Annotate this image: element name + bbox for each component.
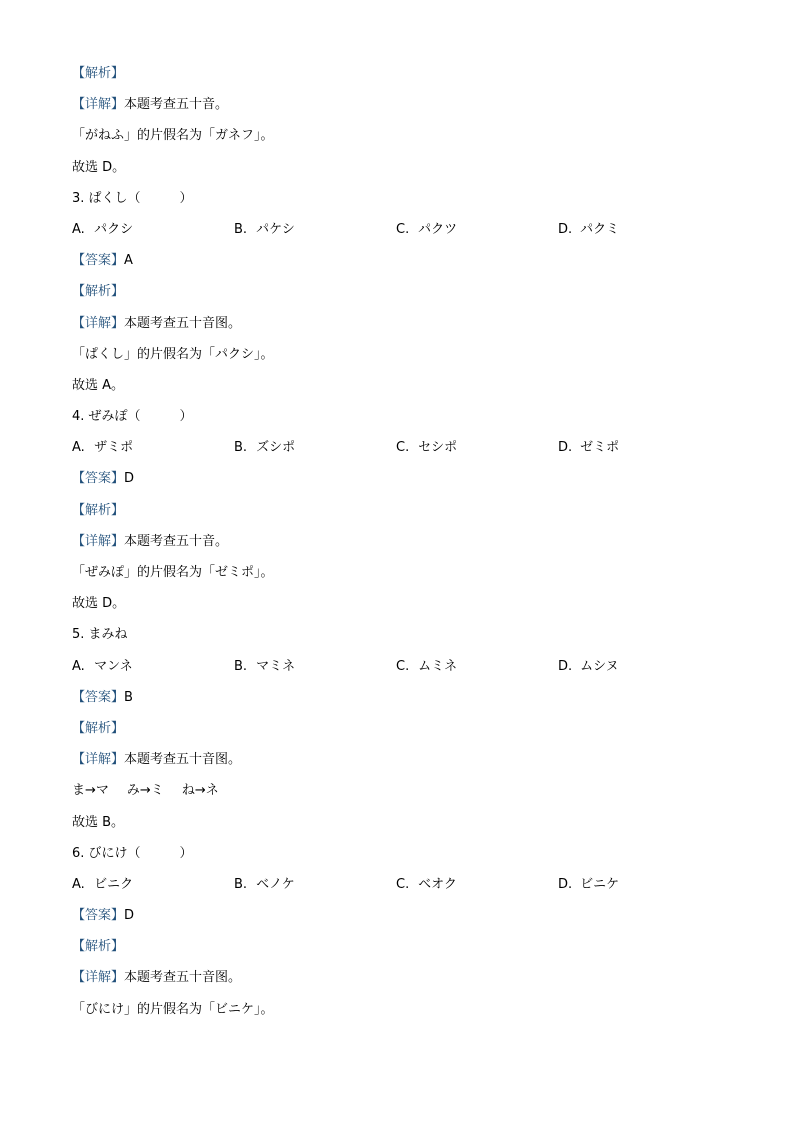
answer-line xyxy=(72,900,732,931)
answer-value: B xyxy=(124,689,133,705)
option-d: D. パクミ xyxy=(558,221,620,237)
answer-value: D xyxy=(124,908,135,924)
selection-line: 故选 D。 xyxy=(72,159,126,175)
option-c: C. ベオク xyxy=(396,876,457,892)
explanation-line: 「びにけ」的片假名为「ビニケ」。 xyxy=(72,1001,274,1017)
detail-tag: 【详解】 xyxy=(72,752,125,768)
answer-tag: 【答案】 xyxy=(72,471,125,487)
analysis-heading: 【解析】 xyxy=(72,284,125,300)
question-4: 4. ぜみぽ（ ） xyxy=(72,409,193,425)
analysis-heading: 【解析】 xyxy=(72,66,125,81)
answer-line xyxy=(72,463,732,494)
analysis-heading: 【解析】 xyxy=(72,939,125,955)
detail-text: 本题考查五十音。 xyxy=(124,533,229,549)
kana-mapping: ね→ネ xyxy=(181,783,219,799)
answer-tag: 【答案】 xyxy=(72,253,125,269)
option-c: C. ムミネ xyxy=(396,658,458,674)
option-c: C. パクツ xyxy=(396,221,458,237)
question-5: 5. まみね xyxy=(72,627,128,643)
analysis-heading: 【解析】 xyxy=(72,502,125,518)
option-b: B. パケシ xyxy=(234,221,295,237)
detail-tag: 【详解】 xyxy=(72,970,125,986)
selection-line: 故选 D。 xyxy=(72,596,126,612)
answer-line xyxy=(72,245,732,276)
explanation-line: 「ぜみぽ」的片假名为「ゼミポ」。 xyxy=(72,565,274,580)
option-a: A. ザミポ xyxy=(72,440,134,456)
detail-line xyxy=(72,744,732,775)
option-c: C. セシポ xyxy=(396,440,458,456)
option-b: B. マミネ xyxy=(234,658,296,674)
detail-text: 本题考查五十音图。 xyxy=(124,970,242,986)
document-page xyxy=(72,58,732,1025)
option-d: D. ビニケ xyxy=(558,876,620,892)
detail-tag: 【详解】 xyxy=(72,533,125,549)
detail-text: 本题考查五十音。 xyxy=(124,97,229,113)
question-5-options xyxy=(72,651,732,682)
detail-line xyxy=(72,526,732,557)
option-b: B. ズシポ xyxy=(234,440,296,456)
option-d: D. ゼミポ xyxy=(558,440,620,456)
question-3: 3. ぱくし（ ） xyxy=(72,190,193,206)
option-b: B. ベノケ xyxy=(234,876,295,892)
kana-mapping: ま→マ xyxy=(72,783,109,799)
option-d: D. ムシヌ xyxy=(558,658,619,674)
kana-mapping: み→ミ xyxy=(126,783,164,799)
detail-line xyxy=(72,308,732,339)
detail-line xyxy=(72,89,732,120)
answer-line xyxy=(72,682,732,713)
detail-tag: 【详解】 xyxy=(72,315,125,331)
option-a: A. マンネ xyxy=(72,658,133,674)
question-4-options xyxy=(72,432,732,463)
option-a: A. パクシ xyxy=(72,221,134,237)
option-a: A. ビニク xyxy=(72,876,134,892)
detail-text: 本题考查五十音图。 xyxy=(124,315,242,331)
selection-line: 故选 B。 xyxy=(72,814,125,830)
detail-text: 本题考查五十音图。 xyxy=(124,752,242,768)
explanation-line: 「がねふ」的片假名为「ガネフ」。 xyxy=(72,128,274,144)
answer-tag: 【答案】 xyxy=(72,689,125,705)
question-3-options xyxy=(72,214,732,245)
detail-line xyxy=(72,962,732,993)
answer-tag: 【答案】 xyxy=(72,908,125,924)
detail-tag: 【详解】 xyxy=(72,97,125,113)
question-6-options xyxy=(72,869,732,900)
explanation-line: 「ぱくし」的片假名为「パクシ」。 xyxy=(72,346,274,362)
kana-mapping-line xyxy=(72,775,732,806)
answer-value: A xyxy=(124,253,133,269)
analysis-heading: 【解析】 xyxy=(72,720,125,736)
answer-value: D xyxy=(124,471,135,487)
question-6: 6. びにけ（ ） xyxy=(72,845,193,861)
selection-line: 故选 A。 xyxy=(72,377,125,393)
